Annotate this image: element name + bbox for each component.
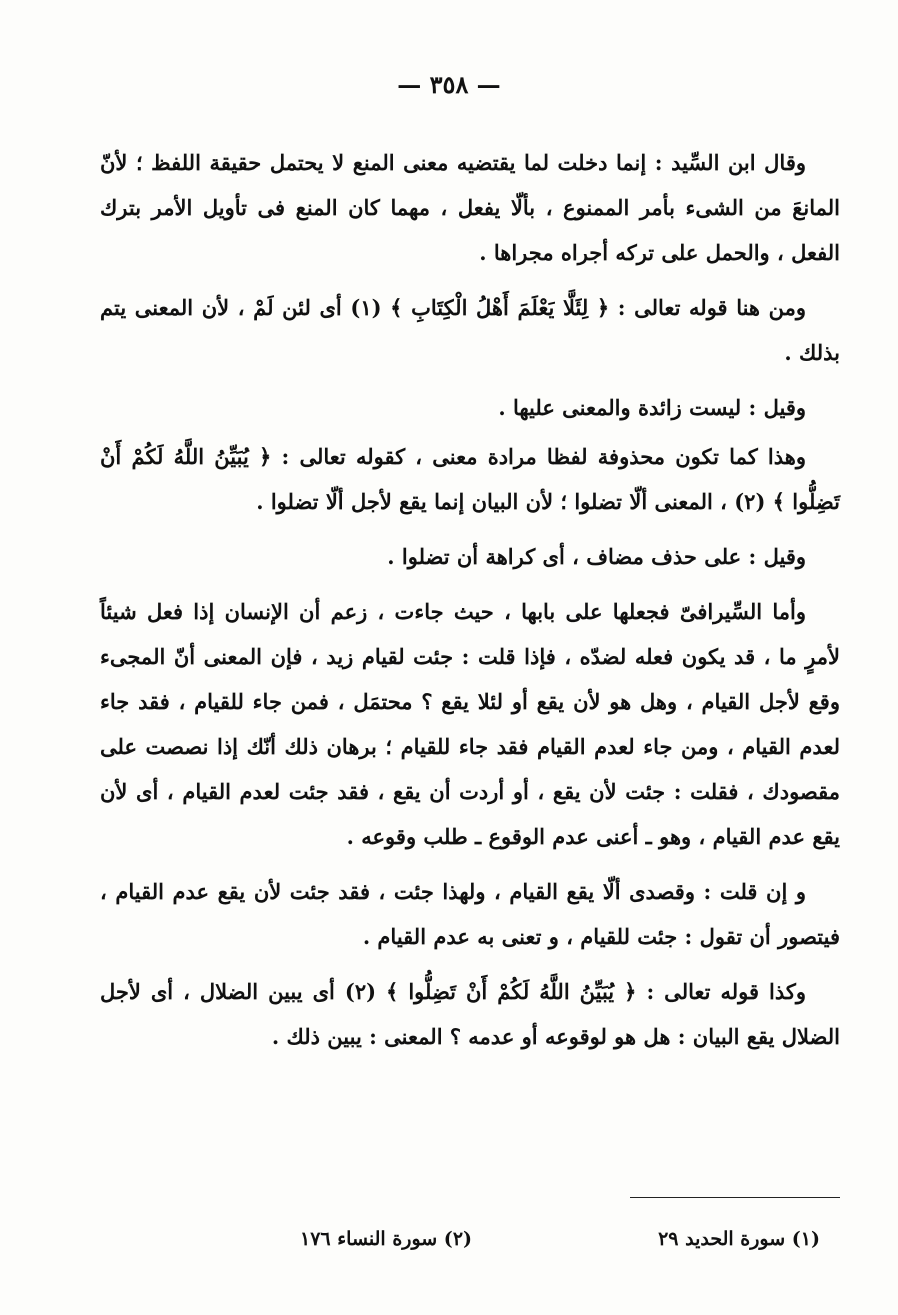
paragraph-verse-nisa: وكذا قوله تعالى : ﴿ يُبَيِّنُ اللَّهُ لَكُمْ أَنْ تَضِلُّوا ﴾ (٢) أى يبين الضلال ، أى لأجل الضلال يقع البيان : هل هو لوقوعه أو عدمه ؟ المعنى : يبين ذلك . <box>100 979 840 1049</box>
footnote-2: (٢) سورة النساء ١٧٦ <box>300 1228 473 1250</box>
paragraph-ibn-al-sid: وقال ابن السِّيد : إنما دخلت لما يقتضيه معنى المنع لا يحتمل حقيقة اللفظ ؛ لأنّ المانعَ من الشىء بأمر الممنوع ، بألّا يفعل ، مهما كان المنع فى تأويل الأمر بترك الفعل ، والحمل على تركه أجراه مجراها . <box>100 150 840 265</box>
body-text <box>100 140 840 1069</box>
footnote-1: (١) سورة الحديد ٢٩ <box>658 1228 820 1250</box>
page-number: — ٣٥٨ — <box>397 70 501 99</box>
paragraph-intent: و إن قلت : وقصدى ألّا يقع القيام ، ولهذا جئت ، فقد جئت لأن يقع عدم القيام ، فيتصور أن تقول : جئت للقيام ، و تعنى به عدم القيام . <box>100 879 840 949</box>
paragraph-not-extra: وقيل : ليست زائدة والمعنى عليها . <box>498 395 806 420</box>
paragraph-sirafi: وأما السِّيرافىّ فجعلها على بابها ، حيث جاءت ، زعم أن الإنسان إذا فعل شيئاً لأمرٍ ما ، قد يكون فعله لضدّه ، فإذا قلت : جئت لقيام زيد ، فإن المعنى أنّ المجىء وقع لأجل القيام ، وهل هو لأن يقع أو لئلا يقع ؟ محتمَل ، فمن جاء للقيام ، فقد جاء لعدم القيام ، ومن جاء لعدم القيام فقد جاء للقيام ؛ برهان ذلك أنّك إذا نصصت على مقصودك ، فقلت : جئت لأن يقع ، أو أردت أن يقع ، فقد جئت لعدم القيام ، أى لأن يقع عدم القيام ، وهو ـ أعنى عدم الوقوع ـ طلب وقوعه . <box>100 599 840 849</box>
paragraph-omitted-meaning: وهذا كما تكون محذوفة لفظا مرادة معنى ، كقوله تعالى : ﴿ يُبَيِّنُ اللَّهُ لَكُمْ أَنْ تَضِلُّوا ﴾ (٢) ، المعنى ألّا تضلوا ؛ لأن البيان إنما يقع لأجل ألّا تضلوا . <box>100 444 840 514</box>
footnote-divider <box>630 1197 840 1198</box>
footnotes <box>300 1228 820 1250</box>
paragraph-omitted-mudaf: وقيل : على حذف مضاف ، أى كراهة أن تضلوا . <box>387 544 806 569</box>
paragraph-verse-hadid: ومن هنا قوله تعالى : ﴿ لِئَلَّا يَعْلَمَ أَهْلُ الْكِتَابِ ﴾ (١) أى لئن لَمْ ، لأن المعنى يتم بذلك . <box>100 295 840 365</box>
